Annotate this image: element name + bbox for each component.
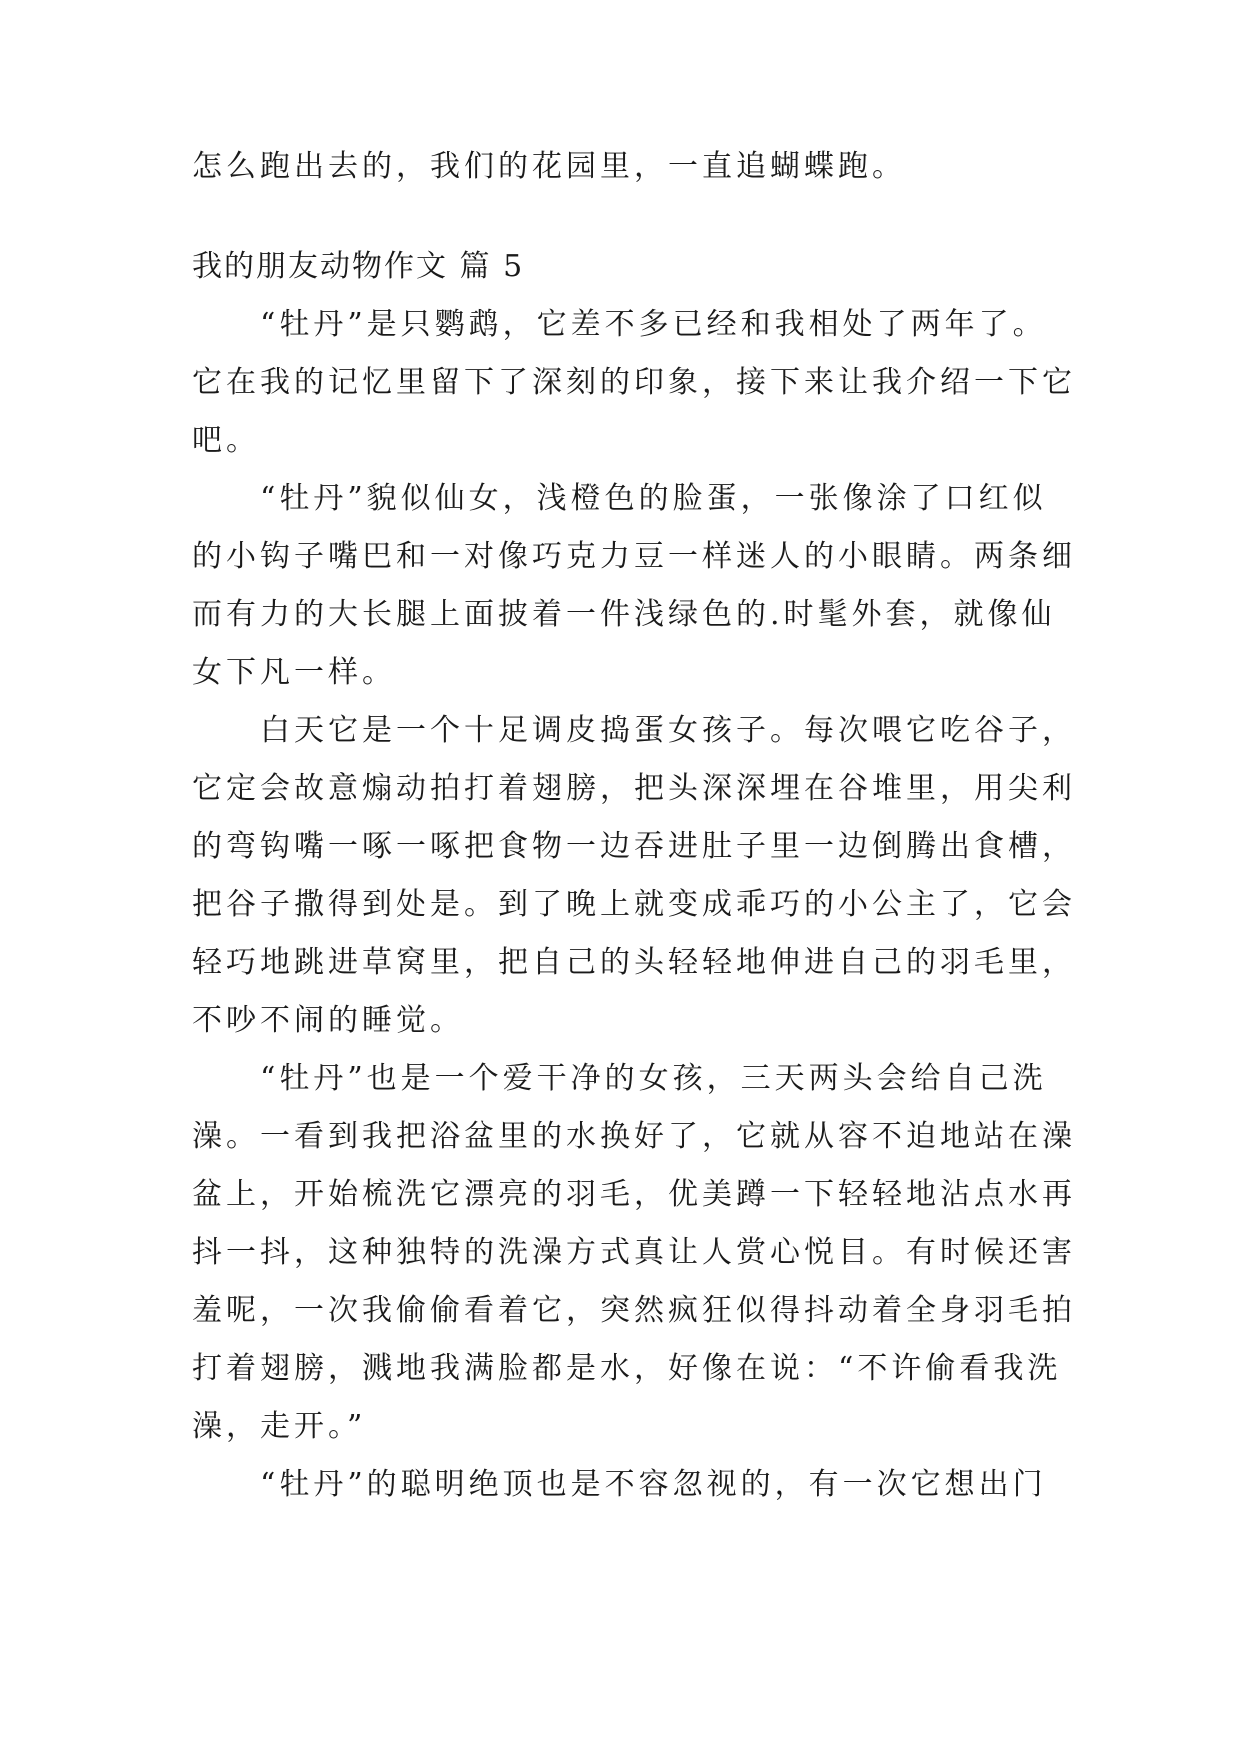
text-line: “牡丹”是只鹦鹉，它差不多已经和我相处了两年了。 bbox=[260, 307, 1047, 342]
text-line: 抖一抖，这种独特的洗澡方式真让人赏心悦目。有时候还害 bbox=[192, 1235, 1076, 1270]
text-line: 轻巧地跳进草窝里，把自己的头轻轻地伸进自己的羽毛里， bbox=[192, 945, 1076, 980]
text-line: 澡，走开。” bbox=[192, 1409, 367, 1444]
text-line: 女下凡一样。 bbox=[192, 655, 396, 690]
text-line: 它定会故意煽动拍打着翅膀，把头深深埋在谷堆里，用尖利 bbox=[192, 771, 1076, 806]
text-line: 的弯钩嘴一啄一啄把食物一边吞进肚子里一边倒腾出食槽， bbox=[192, 829, 1076, 864]
text-line: 盆上，开始梳洗它漂亮的羽毛，优美蹲一下轻轻地沾点水再 bbox=[192, 1177, 1076, 1212]
text-line: 打着翅膀，溅地我满脸都是水，好像在说：“不许偷看我洗 bbox=[192, 1351, 1062, 1386]
text-line: 白天它是一个十足调皮捣蛋女孩子。每次喂它吃谷子， bbox=[260, 713, 1076, 748]
text-line: 怎么跑出去的，我们的花园里，一直追蝴蝶跑。 bbox=[192, 149, 906, 184]
text-line: 不吵不闹的睡觉。 bbox=[192, 1003, 464, 1038]
body-text bbox=[192, 296, 1076, 1514]
text-line: “牡丹”貌似仙女，浅橙色的脸蛋，一张像涂了口红似 bbox=[260, 481, 1047, 516]
text-line: 它在我的记忆里留下了深刻的印象，接下来让我介绍一下它 bbox=[192, 365, 1076, 400]
text-line: 吧。 bbox=[192, 423, 260, 458]
text-line: 把谷子撒得到处是。到了晚上就变成乖巧的小公主了，它会 bbox=[192, 887, 1076, 922]
section-title: 我的朋友动物作文 篇 5 bbox=[192, 249, 525, 284]
text-line: “牡丹”的聪明绝顶也是不容忽视的，有一次它想出门 bbox=[260, 1467, 1047, 1502]
intro-tail-paragraph bbox=[192, 138, 1052, 196]
text-line: 而有力的大长腿上面披着一件浅绿色的.时髦外套，就像仙 bbox=[192, 597, 1056, 632]
text-line: “牡丹”也是一个爱干净的女孩，三天两头会给自己洗 bbox=[260, 1061, 1047, 1096]
text-line: 澡。一看到我把浴盆里的水换好了，它就从容不迫地站在澡 bbox=[192, 1119, 1076, 1154]
text-line: 的小钩子嘴巴和一对像巧克力豆一样迷人的小眼睛。两条细 bbox=[192, 539, 1076, 574]
text-line: 羞呢，一次我偷偷看着它，突然疯狂似得抖动着全身羽毛拍 bbox=[192, 1293, 1076, 1328]
